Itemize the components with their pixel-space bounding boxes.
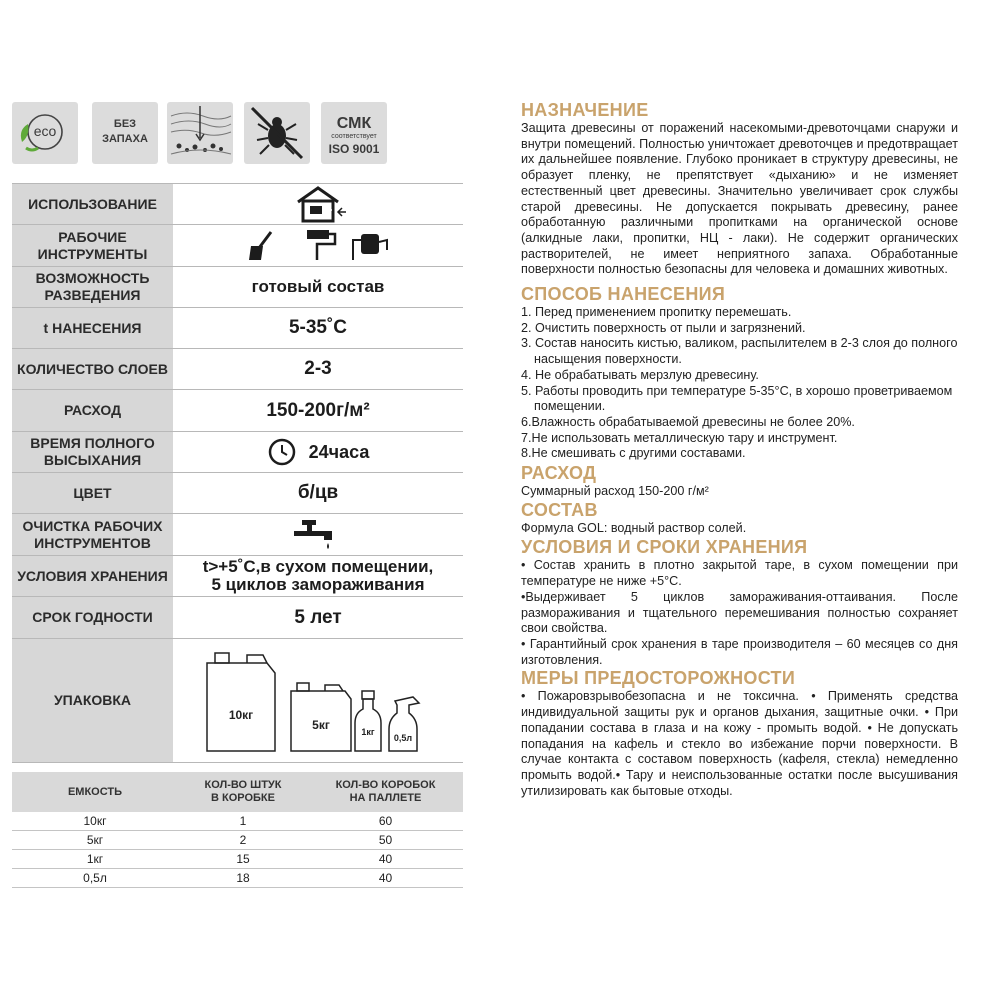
list-item: 1. Перед применением пропитку перемешать. xyxy=(521,305,792,320)
spec-value: 5 лет xyxy=(294,606,342,628)
header-capacity: ЕМКОСТЬ xyxy=(67,785,123,798)
spec-value xyxy=(173,514,463,555)
no-smell-line2: ЗАПАХА xyxy=(102,133,148,145)
cell-units: 1 xyxy=(239,814,247,828)
list-item: 5. Работы проводить при температуре 5-35°С, в хорошо проветриваемом помещении. xyxy=(521,383,953,414)
spec-label: ОЧИСТКА РАБОЧИХ ИНСТРУМЕНТОВ xyxy=(12,514,173,555)
packaging-label-5kg: 5кг xyxy=(312,717,330,732)
cell-capacity: 10кг xyxy=(83,814,107,828)
cell-capacity: 5кг xyxy=(86,833,104,847)
spec-value xyxy=(173,432,463,472)
spec-value xyxy=(173,184,463,224)
cell-units: 15 xyxy=(236,852,250,866)
spec-row-storage xyxy=(12,556,463,597)
no-smell-badge xyxy=(92,102,158,164)
description-column xyxy=(521,100,958,799)
section-title-consumption: РАСХОД xyxy=(521,463,597,484)
cell-capacity: 1кг xyxy=(86,852,104,866)
spec-row-application-temp xyxy=(12,308,463,349)
spec-label: РАСХОД xyxy=(12,390,173,431)
spray-bottle-05l-icon xyxy=(389,697,419,751)
spec-value: готовый состав xyxy=(251,277,385,296)
spec-label: УПАКОВКА xyxy=(12,639,173,762)
spec-row-tool-cleaning xyxy=(12,514,463,556)
smk-iso: ISO 9001 xyxy=(328,142,380,156)
smk-title: СМК xyxy=(336,115,372,132)
list-item: 7.Не использовать металлическую тару и инструмент. xyxy=(521,430,838,445)
spec-label: КОЛИЧЕСТВО СЛОЕВ xyxy=(12,349,173,389)
spec-label: ВОЗМОЖНОСТЬ РАЗВЕДЕНИЯ xyxy=(12,267,173,307)
badges-strip xyxy=(12,102,392,164)
packaging-containers-icon xyxy=(173,639,463,763)
spec-label: СРОК ГОДНОСТИ xyxy=(12,597,173,638)
smk-subtitle: соответствует xyxy=(331,133,377,140)
spec-row-consumption xyxy=(12,390,463,432)
water-tap-icon xyxy=(288,516,348,554)
list-item: • Состав хранить в плотно закрытой таре, в сухом помещении при температуре не ниже +5°С. xyxy=(521,558,958,589)
section-paragraph: Формула GOL: водный раствор солей. xyxy=(521,520,747,535)
spec-label: t НАНЕСЕНИЯ xyxy=(12,308,173,348)
spec-value: t>+5˚С,в сухом помещении, 5 циклов замораживания xyxy=(202,557,434,594)
section-title-storage: УСЛОВИЯ И СРОКИ ХРАНЕНИЯ xyxy=(521,537,808,558)
table-row xyxy=(12,850,463,869)
cell-boxes: 50 xyxy=(378,833,393,847)
list-item: • Гарантийный срок хранения в таре производителя – 60 месяцев со дня изготовления. xyxy=(521,636,958,667)
wood-penetration-icon xyxy=(167,102,233,164)
sprayer-icon xyxy=(353,234,387,260)
header-boxes-per-pallet: КОЛ-ВО КОРОБОК НА ПАЛЛЕТЕ xyxy=(335,779,436,804)
crossed-beetle-icon xyxy=(244,102,310,164)
smk-iso-badge xyxy=(321,102,387,164)
clock-icon xyxy=(267,437,297,467)
roller-icon xyxy=(307,230,335,260)
table-row xyxy=(12,831,463,850)
spec-table xyxy=(12,183,463,762)
list-item: 3. Состав наносить кистью, валиком, распылителем в 2-3 слоя до полного насыщения поверхности. xyxy=(521,336,958,367)
packaging-table xyxy=(12,772,463,888)
table-row xyxy=(12,869,463,888)
packaging-label-10kg: 10кг xyxy=(228,707,254,722)
packaging-table-header xyxy=(12,772,463,812)
spec-row-layers xyxy=(12,349,463,390)
list-item: 6.Влажность обрабатываемой древесины не более 20%. xyxy=(521,414,855,429)
spec-label: РАБОЧИЕ ИНСТРУМЕНТЫ xyxy=(12,225,173,266)
list-item: 4. Не обрабатывать мерзлую древесину. xyxy=(521,367,759,382)
spec-label: ЦВЕТ xyxy=(12,473,173,513)
cell-units: 18 xyxy=(236,871,250,885)
spec-row-tools xyxy=(12,225,463,267)
spec-value xyxy=(173,225,463,266)
spec-row-usage xyxy=(12,184,463,225)
packaging-label-1kg: 1кг xyxy=(361,726,375,737)
spec-row-drying-time xyxy=(12,432,463,473)
cell-boxes: 40 xyxy=(378,871,393,885)
spec-row-dilution xyxy=(12,267,463,308)
spec-row-color xyxy=(12,473,463,514)
section-paragraph: Суммарный расход 150-200 г/м² xyxy=(521,484,709,499)
cell-boxes: 60 xyxy=(378,814,393,828)
section-title-precautions: МЕРЫ ПРЕДОСТОРОЖНОСТИ xyxy=(521,668,796,689)
brush-icon xyxy=(249,232,271,260)
drying-time-value: 24часа xyxy=(308,441,370,462)
list-item: •Выдерживает 5 циклов замораживания-оттаивания. После размораживания и тщательного перемешивания полностью сохраняет свои свойства. xyxy=(521,589,958,636)
spec-label: УСЛОВИЯ ХРАНЕНИЯ xyxy=(12,556,173,596)
list-item: 8.Не смешивать с другими составами. xyxy=(521,446,746,461)
spec-row-packaging xyxy=(12,639,463,763)
spec-label: ИСПОЛЬЗОВАНИЕ xyxy=(12,184,173,224)
spec-value: 2-3 xyxy=(304,358,332,379)
brush-roller-sprayer-icon xyxy=(243,226,393,266)
no-smell-line1: БЕЗ xyxy=(113,118,137,130)
section-title-application: СПОСОБ НАНЕСЕНИЯ xyxy=(521,284,726,305)
bottle-1kg-icon xyxy=(355,691,381,751)
spec-value: 150-200г/м² xyxy=(266,399,370,421)
section-title-purpose: НАЗНАЧЕНИЕ xyxy=(521,100,649,120)
cell-capacity: 0,5л xyxy=(83,871,107,885)
packaging-label-05l: 0,5л xyxy=(393,732,413,743)
eco-badge xyxy=(12,102,78,164)
section-title-composition: СОСТАВ xyxy=(521,499,598,520)
cell-boxes: 40 xyxy=(378,852,393,866)
spec-value: б/цв xyxy=(297,482,339,503)
header-units-per-box: КОЛ-ВО ШТУК В КОРОБКЕ xyxy=(204,779,282,804)
house-indoor-outdoor-icon xyxy=(288,184,348,224)
list-item: 2. Очистить поверхность от пыли и загрязнений. xyxy=(521,320,806,335)
table-row xyxy=(12,812,463,831)
spec-label: ВРЕМЯ ПОЛНОГО ВЫСЫХАНИЯ xyxy=(12,432,173,472)
canister-5kg-icon xyxy=(291,683,351,751)
eco-label: eco xyxy=(33,123,57,139)
canister-10kg-icon xyxy=(207,653,275,751)
cell-units: 2 xyxy=(239,833,247,847)
section-paragraph: • Пожаровзрывобезопасна и не токсична. • Применять средства индивидуальной защиты рук и органов дыхания, защитные очки. • При попадании состава в глаза и на кожу - промыть водой. • Не допускать попадания на кафель и стекло во избежание порчи поверхности. В случае контакта с составом поверхность (кафеля, стекла) немедленно промыть водой.• Тару и неиспользованные остатки после высушивания утилизировать как бытовые отходы. xyxy=(521,689,958,798)
penetration-badge xyxy=(167,102,233,164)
section-paragraph: Защита древесины от поражений насекомыми-древоточцами снаружи и внутри помещений. Полностью уничтожает древоточцев и предотвращает их дальнейшее появление. Глубоко проникает в структуру древесины, не образует пленку, не препятствует «дыханию» и не изменяет естественный цвет древесины. Значительно увеличивает срок службы старой древесины. Не допускается покрывать древесину, ранее обработанную различными пропитками на органической основе (алкидные лаки, пропитки, НЦ - лаки). Не содержит органических растворителей, не имеет неприятного запаха. Обработанные поверхности полностью безопасны для человека и домашних животных. xyxy=(521,121,958,277)
anti-insect-badge xyxy=(244,102,310,164)
packaging-containers xyxy=(173,639,463,762)
spec-value: 5-35˚С xyxy=(288,317,348,338)
spec-row-shelf-life xyxy=(12,597,463,639)
